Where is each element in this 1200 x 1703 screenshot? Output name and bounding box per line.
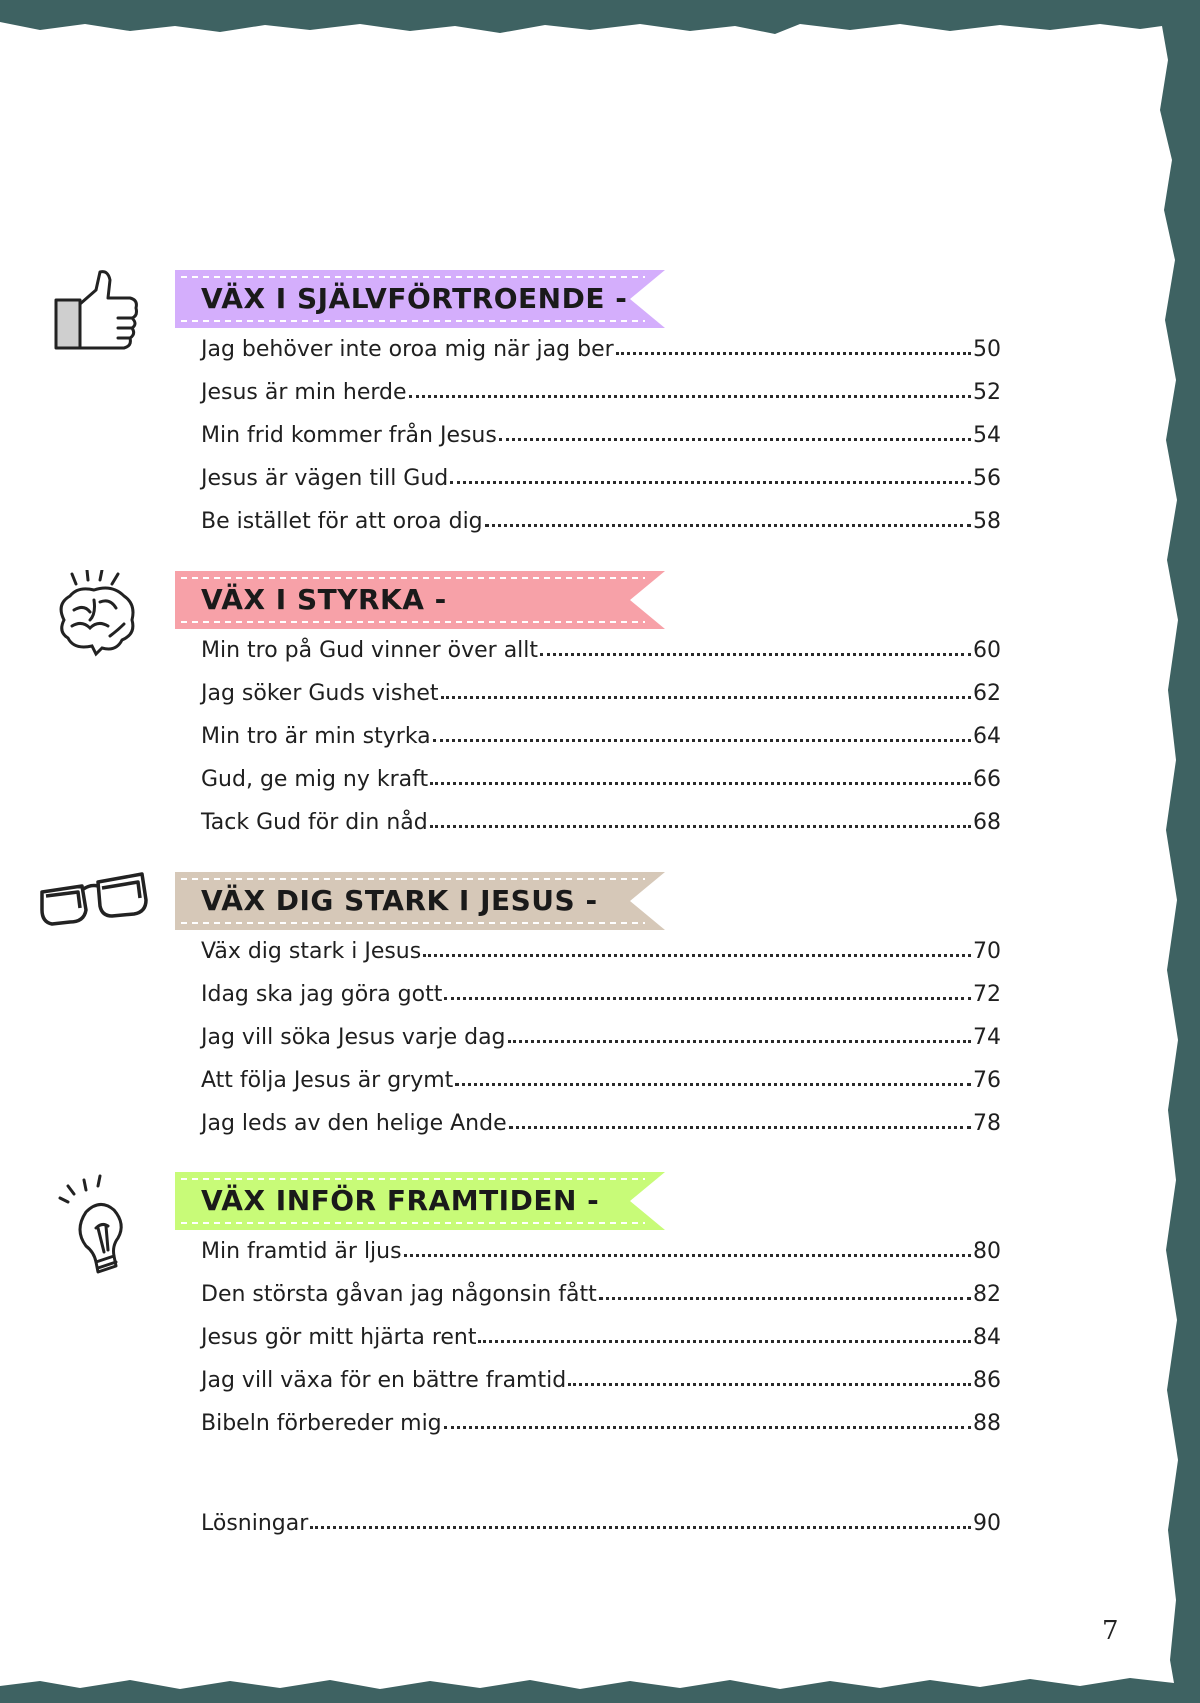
dot-leader (450, 480, 971, 484)
entry-title: Jag behöver inte oroa mig när jag ber (201, 337, 614, 362)
entry-page: 50 (973, 337, 1001, 362)
entry-title: Den största gåvan jag någonsin fått (201, 1282, 597, 1307)
entry-title: Att följa Jesus är grymt (201, 1068, 454, 1093)
entry-page: 52 (973, 380, 1001, 405)
toc-entry[interactable] (201, 756, 1001, 792)
entry-page: 56 (973, 466, 1001, 491)
toc-entry[interactable] (201, 670, 1001, 706)
entry-title: Jesus är vägen till Gud (201, 466, 449, 491)
dot-leader (568, 1382, 971, 1386)
entry-page: 54 (973, 423, 1001, 448)
dot-leader (433, 738, 971, 742)
toc-entry[interactable] (201, 326, 1001, 362)
dot-leader (441, 695, 972, 699)
entry-page: 66 (973, 767, 1001, 792)
toc-entry[interactable] (201, 498, 1001, 534)
entry-page: 76 (973, 1068, 1001, 1093)
toc-entry[interactable] (201, 1014, 1001, 1050)
dot-leader (616, 351, 971, 355)
toc-entry[interactable] (201, 1357, 1001, 1393)
section-title: VÄX DIG STARK I JESUS - (201, 884, 598, 917)
entry-page: 74 (973, 1025, 1001, 1050)
toc-entry[interactable] (201, 1314, 1001, 1350)
toc-entry[interactable] (201, 713, 1001, 749)
section-title: VÄX I SJÄLVFÖRTROENDE - (201, 282, 628, 315)
entry-title: Jesus är min herde (201, 380, 407, 405)
dot-leader (409, 394, 971, 398)
light-bulb-icon (56, 1172, 136, 1278)
dot-leader (508, 1039, 971, 1043)
dot-leader (540, 652, 971, 656)
toc-entry[interactable] (201, 1057, 1001, 1093)
entry-page: 90 (973, 1511, 1001, 1536)
entry-title: Lösningar (201, 1511, 309, 1536)
page-number: 7 (1102, 1616, 1119, 1646)
entry-title: Idag ska jag göra gott (201, 982, 443, 1007)
dot-leader (430, 824, 971, 828)
entry-page: 62 (973, 681, 1001, 706)
dot-leader (509, 1125, 971, 1129)
entry-page: 78 (973, 1111, 1001, 1136)
dot-leader (478, 1339, 971, 1343)
toc-entry[interactable] (201, 1100, 1001, 1136)
dot-leader (310, 1525, 971, 1529)
entry-page: 80 (973, 1239, 1001, 1264)
entry-page: 84 (973, 1325, 1001, 1350)
toc-entry[interactable] (201, 1228, 1001, 1264)
entry-page: 60 (973, 638, 1001, 663)
entry-title: Jag vill växa för en bättre framtid (201, 1368, 567, 1393)
entry-title: Min framtid är ljus (201, 1239, 402, 1264)
entry-page: 70 (973, 939, 1001, 964)
toc-entry[interactable] (201, 971, 1001, 1007)
entry-page: 68 (973, 810, 1001, 835)
entry-page: 64 (973, 724, 1001, 749)
entry-title: Bibeln förbereder mig (201, 1411, 442, 1436)
dot-leader (599, 1296, 971, 1300)
entry-title: Jag vill söka Jesus varje dag (201, 1025, 506, 1050)
entry-title: Gud, ge mig ny kraft (201, 767, 429, 792)
entry-page: 72 (973, 982, 1001, 1007)
dot-leader (499, 437, 971, 441)
entry-page: 88 (973, 1411, 1001, 1436)
dot-leader (444, 1425, 971, 1429)
dot-leader (430, 781, 971, 785)
entry-title: Jag söker Guds vishet (201, 681, 439, 706)
dot-leader (444, 996, 971, 1000)
section-title: VÄX INFÖR FRAMTIDEN - (201, 1184, 600, 1217)
toc-entry[interactable] (201, 455, 1001, 491)
entry-title: Min frid kommer från Jesus (201, 423, 497, 448)
entry-title: Väx dig stark i Jesus (201, 939, 422, 964)
dot-leader (423, 953, 971, 957)
dot-leader (485, 523, 971, 527)
toc-entry[interactable] (201, 627, 1001, 663)
toc-entry[interactable] (201, 799, 1001, 835)
entry-title: Min tro på Gud vinner över allt (201, 638, 539, 663)
toc-entry[interactable] (201, 412, 1001, 448)
entry-title: Jag leds av den helige Ande (201, 1111, 507, 1136)
entry-title: Min tro är min styrka (201, 724, 431, 749)
toc-entry[interactable] (201, 928, 1001, 964)
entry-title: Jesus gör mitt hjärta rent (201, 1325, 477, 1350)
brain-icon (54, 570, 138, 658)
thumbs-up-icon (52, 268, 140, 354)
dot-leader (455, 1082, 971, 1086)
entry-title: Tack Gud för din nåd (201, 810, 428, 835)
entry-page: 58 (973, 509, 1001, 534)
dot-leader (404, 1253, 971, 1257)
toc-entry[interactable] (201, 1271, 1001, 1307)
toc-entry-solutions[interactable] (201, 1500, 1001, 1536)
glasses-icon (38, 870, 150, 928)
toc-entry[interactable] (201, 369, 1001, 405)
entry-title: Be istället för att oroa dig (201, 509, 483, 534)
entry-page: 86 (973, 1368, 1001, 1393)
section-title: VÄX I STYRKA - (201, 583, 447, 616)
entry-page: 82 (973, 1282, 1001, 1307)
toc-entry[interactable] (201, 1400, 1001, 1436)
